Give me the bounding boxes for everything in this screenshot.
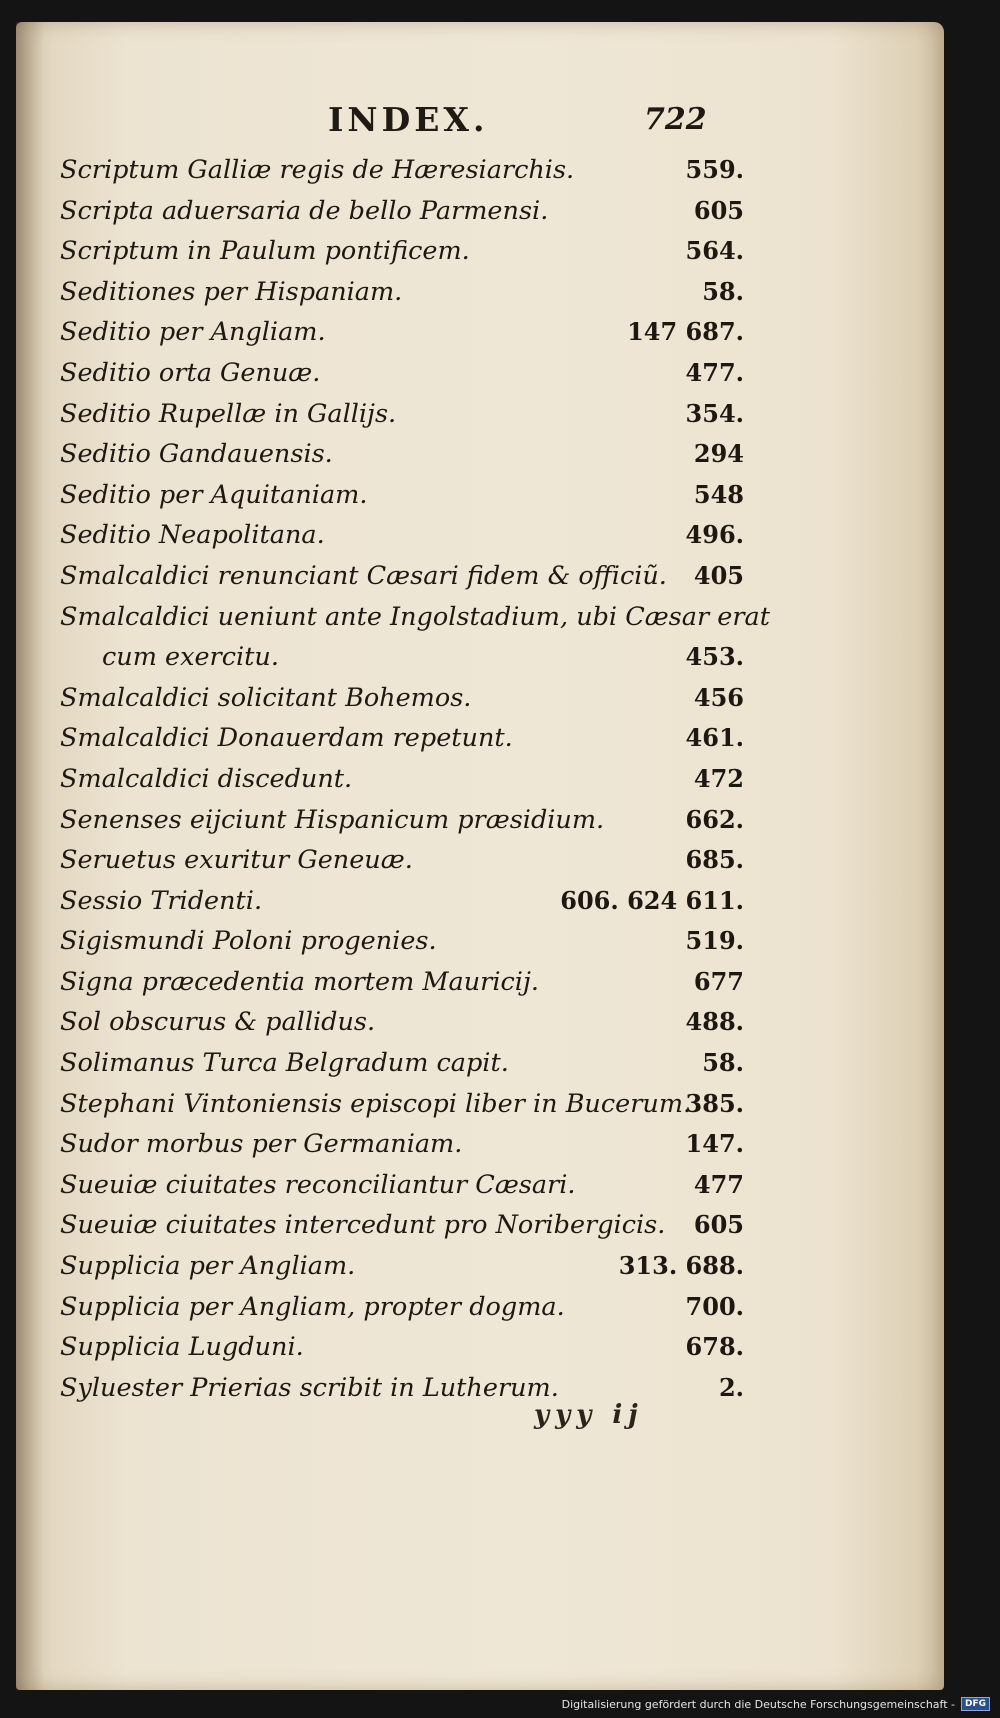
entry-page-refs: 2. (718, 1372, 744, 1402)
entry-heading: Sol obscurus & pallidus. (60, 1007, 376, 1038)
entry-page-refs: 456 (693, 682, 744, 712)
entry-heading: Senenses eijciunt Hispanicum præsidium. (60, 804, 605, 835)
entry-page-refs: 685. (685, 845, 744, 875)
entry-heading: Scripta aduersaria de bello Parmensi. (60, 195, 549, 226)
entry-page-refs: 477 (693, 1169, 744, 1199)
book-page (16, 22, 944, 1690)
index-entry (60, 1246, 744, 1287)
entry-heading: Seruetus exuritur Geneuæ. (60, 845, 413, 876)
entry-page-refs: 147. (685, 1129, 744, 1159)
page-gutter-shadow (16, 22, 44, 1690)
entry-page-refs: 477. (685, 357, 744, 387)
index-entry (60, 191, 744, 232)
entry-page-refs: 677 (693, 966, 744, 996)
folio-number: 722 (644, 102, 707, 137)
index-entry (60, 1002, 744, 1043)
entry-heading: Scriptum Galliæ regis de Hæresiarchis. (60, 155, 575, 185)
entry-heading: Seditiones per Hispaniam. (60, 276, 403, 307)
entry-heading: Seditio orta Genuæ. (60, 357, 321, 388)
entry-page-refs: 605 (693, 1210, 744, 1240)
index-entry (60, 231, 744, 272)
entry-heading: Seditio Gandauensis. (60, 439, 333, 470)
index-entry (60, 800, 744, 841)
index-entry (60, 759, 744, 800)
entry-heading: Solimanus Turca Belgradum capit. (60, 1048, 509, 1079)
entry-heading: Sueuiæ ciuitates intercedunt pro Noribergicis. (60, 1210, 666, 1241)
index-entry (60, 515, 744, 556)
footer-credit: Digitalisierung gefördert durch die Deutsche Forschungsgemeinschaft - (561, 1697, 955, 1711)
running-head (16, 100, 944, 140)
entry-heading: Supplicia per Angliam. (60, 1251, 356, 1282)
entry-page-refs: 496. (685, 520, 744, 550)
index-entry (60, 921, 744, 962)
index-entry (60, 840, 744, 881)
entry-heading: Sudor morbus per Germaniam. (60, 1129, 463, 1160)
entry-heading: Supplicia per Angliam, propter dogma. (60, 1291, 565, 1322)
index-entry (60, 678, 744, 719)
index-entries-list (60, 150, 770, 1408)
entry-page-refs: 461. (685, 723, 744, 753)
dfg-logo-icon: DFG (961, 1697, 990, 1711)
entry-heading: Sueuiæ ciuitates reconciliantur Cæsari. (60, 1169, 576, 1200)
entry-heading: Smalcaldici ueniunt ante Ingolstadium, ubi Cæsar erat (60, 601, 770, 632)
entry-heading: Scriptum in Paulum pontificem. (60, 236, 470, 267)
entry-heading: Smalcaldici solicitant Bohemos. (60, 682, 472, 713)
index-entry (60, 394, 744, 435)
entry-page-refs: 354. (685, 398, 744, 428)
entry-page-refs: 564. (685, 236, 744, 266)
index-entry (60, 718, 744, 759)
index-entry (60, 597, 770, 638)
entry-page-refs: 58. (702, 276, 744, 306)
entry-heading: Signa præcedentia mortem Mauricij. (60, 966, 539, 997)
index-entry (60, 1124, 744, 1165)
index-entry (60, 1205, 744, 1246)
entry-page-refs: 385. (685, 1088, 744, 1118)
index-entry (60, 556, 744, 597)
entry-page-refs: 678. (685, 1332, 744, 1362)
index-entry (60, 637, 744, 678)
entry-page-refs: 58. (702, 1048, 744, 1078)
entry-heading: Smalcaldici renunciant Cæsari fidem & officiũ. (60, 560, 667, 591)
entry-page-refs: 294 (693, 439, 744, 469)
index-entry (60, 353, 744, 394)
entry-page-refs: 313. 688. (618, 1251, 744, 1281)
index-entry (60, 272, 744, 313)
entry-page-refs: 519. (685, 926, 744, 956)
entry-page-refs: 606. 624 611. (560, 885, 744, 915)
entry-heading: Syluester Prierias scribit in Lutherum. (60, 1372, 559, 1403)
entry-page-refs: 488. (685, 1007, 744, 1037)
entry-heading: Smalcaldici discedunt. (60, 763, 353, 794)
entry-heading: Supplicia Lugduni. (60, 1332, 304, 1363)
index-entry (60, 150, 744, 191)
entry-heading: Seditio Rupellæ in Gallijs. (60, 398, 397, 429)
entry-page-refs: 605 (693, 195, 744, 225)
index-entry (60, 434, 744, 475)
entry-page-refs: 147 687. (627, 317, 744, 347)
entry-page-refs: 548 (693, 479, 744, 509)
entry-page-refs: 453. (685, 642, 744, 672)
entry-page-refs: 405 (693, 560, 744, 590)
entry-page-refs: 472 (693, 763, 744, 793)
entry-page-refs: 662. (685, 804, 744, 834)
entry-heading: Sessio Tridenti. (60, 885, 263, 916)
index-entry (60, 475, 744, 516)
entry-heading: Seditio Neapolitana. (60, 520, 325, 551)
entry-heading: Sigismundi Poloni progenies. (60, 926, 437, 957)
entry-heading: Stephani Vintoniensis episcopi liber in Bucerum. (60, 1088, 692, 1119)
signature-mark: yyy ij (534, 1400, 644, 1430)
entry-page-refs: 559. (685, 155, 744, 184)
index-entry (60, 312, 744, 353)
digitization-footer (562, 1694, 990, 1714)
index-entry (60, 1165, 744, 1206)
entry-heading: Smalcaldici Donauerdam repetunt. (60, 723, 513, 754)
page-title: INDEX. (328, 100, 489, 139)
index-entry (60, 881, 744, 922)
entry-heading: Seditio per Angliam. (60, 317, 326, 348)
entry-heading: cum exercitu. (102, 642, 279, 673)
index-entry (60, 1043, 744, 1084)
index-entry (60, 962, 744, 1003)
index-entry (60, 1287, 744, 1328)
entry-heading: Seditio per Aquitaniam. (60, 479, 368, 510)
index-entry (60, 1327, 744, 1368)
entry-page-refs: 700. (685, 1291, 744, 1321)
index-entry (60, 1084, 744, 1125)
